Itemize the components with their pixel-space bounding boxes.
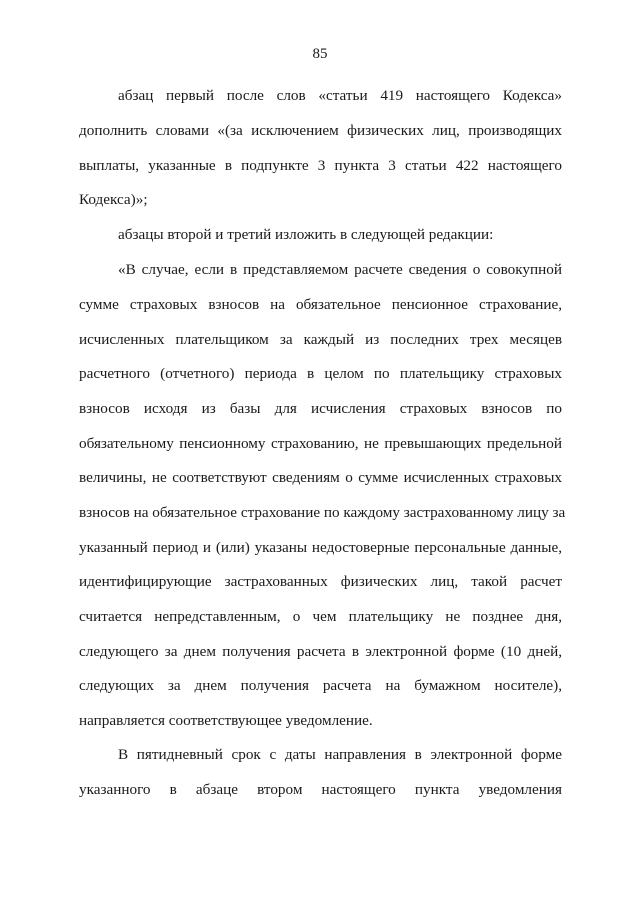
text-line: «В случае, если в представляемом расчете сведения о совокупной [118, 261, 562, 278]
text-line: взносов исходя из базы для исчисления страховых взносов по [79, 400, 562, 417]
text-line: сумме страховых взносов на обязательное пенсионное страхование, [79, 296, 562, 313]
text-line: обязательному пенсионному страхованию, не превышающих предельной [79, 435, 562, 452]
text-line: Кодекса)»; [79, 191, 148, 208]
text-line: абзац первый после слов «статьи 419 настоящего Кодекса» [118, 87, 562, 104]
text-line: следующего за днем получения расчета в электронной форме (10 дней, [79, 643, 562, 660]
text-line: выплаты, указанные в подпункте 3 пункта 3 статьи 422 настоящего [79, 157, 562, 174]
page-number: 85 [312, 46, 328, 62]
text-line: величины, не соответствуют сведениям о сумме исчисленных страховых [79, 469, 562, 486]
text-line: указанный период и (или) указаны недостоверные персональные данные, [79, 539, 562, 556]
text-line: указанного в абзаце втором настоящего пункта уведомления [79, 781, 562, 798]
text-line: расчетного (отчетного) периода в целом по плательщику страховых [79, 365, 562, 382]
text-line: абзацы второй и третий изложить в следующей редакции: [118, 226, 494, 243]
text-line: считается непредставленным, о чем плательщику не позднее дня, [79, 608, 562, 625]
text-line: взносов на обязательное страхование по каждому застрахованному лицу за [79, 504, 566, 521]
text-line: дополнить словами «(за исключением физических лиц, производящих [79, 122, 562, 139]
text-line: следующих за днем получения расчета на бумажном носителе), [79, 677, 562, 694]
text-line: идентифицирующие застрахованных физических лиц, такой расчет [79, 573, 562, 590]
text-line: исчисленных плательщиком за каждый из последних трех месяцев [79, 331, 562, 348]
text-line: В пятидневный срок с даты направления в электронной форме [118, 746, 562, 763]
text-line: направляется соответствующее уведомление. [79, 712, 373, 729]
